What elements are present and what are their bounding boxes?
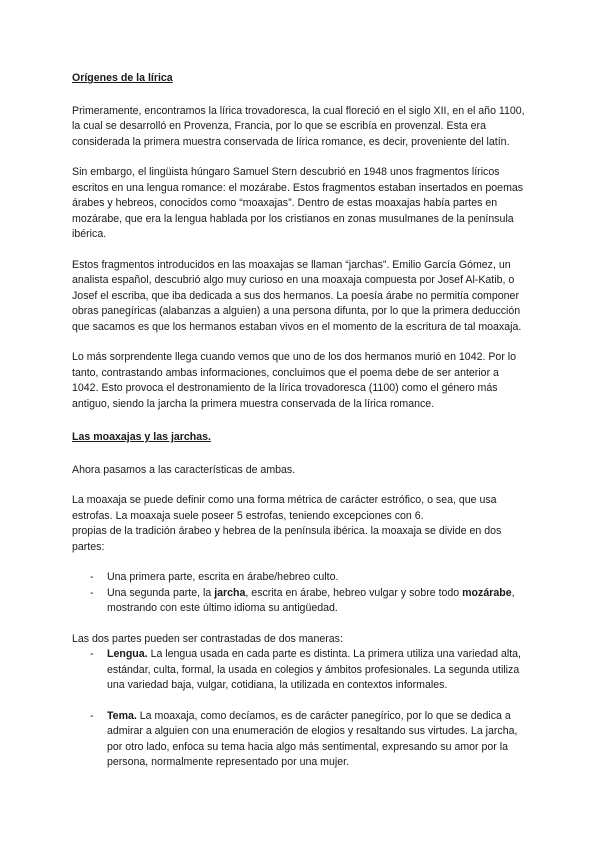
comparison-label: Tema. xyxy=(107,709,137,722)
list-item xyxy=(72,570,526,586)
list-dash: - xyxy=(90,586,94,599)
comparison-label: Lengua. xyxy=(107,648,148,660)
jarcha-term: jarcha xyxy=(214,586,246,599)
section-title-origins: Orígenes de la lírica xyxy=(72,72,173,84)
list-item-text: Una primera parte, escrita en árabe/hebreo culto. xyxy=(107,571,339,583)
section-title-moaxajas: Las moaxajas y las jarchas. xyxy=(72,431,211,443)
list-item-text: Una segunda parte, la xyxy=(107,586,215,599)
paragraph-stern-discovery: Sin embargo, el lingüista húngaro Samuel Stern descubrió en 1948 unos fragmentos líricos escritos en una lengua romance: el mozárabe. Estos fragmentos estaban insertados en poemas árabes y hebreos, conocidos como “moaxajas”. Dentro de estas moaxajas había partes en mozárabe, que era la lengua hablada por los cristianos en zonas musulmanes de la península ibérica. xyxy=(72,166,524,240)
paragraph-intro: Ahora pasamos a las características de ambas. xyxy=(72,463,296,476)
list-item xyxy=(72,586,526,617)
parts-list xyxy=(72,570,526,617)
paragraph-trovadoresca: Primeramente, encontramos la lírica trovadoresca, la cual floreció en el siglo XII, en el año 1100, la cual se desarrolló en Provenza, Francia, por lo que se escribía en provenzal. Esta era considerada la primera muestra conservada de lírica romance, es decir, proveniente del latín. xyxy=(72,104,525,148)
definition-line: partes: xyxy=(72,540,105,553)
definition-line: propias de la tradición árabeo y hebrea de la península ibérica. la moaxaja se divide en dos xyxy=(72,525,502,537)
list-item xyxy=(72,647,526,694)
definition-line: estrofas. La moaxaja suele poseer 5 estrofas, teniendo excepciones con 6. xyxy=(72,509,424,522)
list-dash: - xyxy=(90,648,94,660)
comparison-list xyxy=(72,647,526,771)
paragraph-contrast-intro: Las dos partes pueden ser contrastadas de dos maneras: xyxy=(72,632,343,645)
list-item-text: , mostrando con este último idioma su antigüedad. xyxy=(107,586,515,614)
list-item xyxy=(72,709,526,771)
comparison-text: La moaxaja, como decíamos, es de carácter panegírico, por lo que se dedica a admirar a alguien con una enumeración de elogios y resaltando sus virtudes. La jarcha, por otro lado, enfoca su tema hacia algo más sentimental, expresando su amor por la persona, normalmente representado por una mujer. xyxy=(107,709,518,768)
definition-line: La moaxaja se puede definir como una forma métrica de carácter estrófico, o sea, que usa xyxy=(72,494,497,506)
paragraph-definition xyxy=(72,493,526,555)
paragraph-conclusion: Lo más sorprendente llega cuando vemos que uno de los dos hermanos murió en 1042. Por lo tanto, contrastando ambas informaciones, concluimos que el poema debe de ser anterior a 1042. Esto provoca el destronamiento de la lírica trovadoresca (1100) como el género más antiguo, siendo la jarcha la primera muestra conservada de la lírica romance. xyxy=(72,351,517,410)
list-dash: - xyxy=(90,709,94,722)
paragraph-jarchas: Estos fragmentos introducidos en las moaxajas se llaman “jarchas”. Emilio García Gómez, un analista español, descubrió algo muy curioso en una moaxaja compuesta por Josef Al-Katib, o Josef el escriba, que iba dedicada a sus dos hermanos. La poesía árabe no permitía componer obras panegíricas (alabanzas a alguien) a una persona difunta, por lo que la primera deducción que sacamos es que los hermanos estaban vivos en el momento de la escritura de tal moaxaja. xyxy=(72,258,522,333)
comparison-text: La lengua usada en cada parte es distinta. La primera utiliza una variedad alta, estándar, culta, formal, la usada en colegios y ámbitos profesionales. La segunda utiliza una variedad baja, vulgar, cotidiana, la utilizada en contextos informales. xyxy=(107,648,522,691)
mozarabe-term: mozárabe xyxy=(462,586,512,599)
list-item-text: , escrita en árabe, hebreo vulgar y sobre todo xyxy=(245,586,463,599)
list-dash: - xyxy=(90,571,94,583)
